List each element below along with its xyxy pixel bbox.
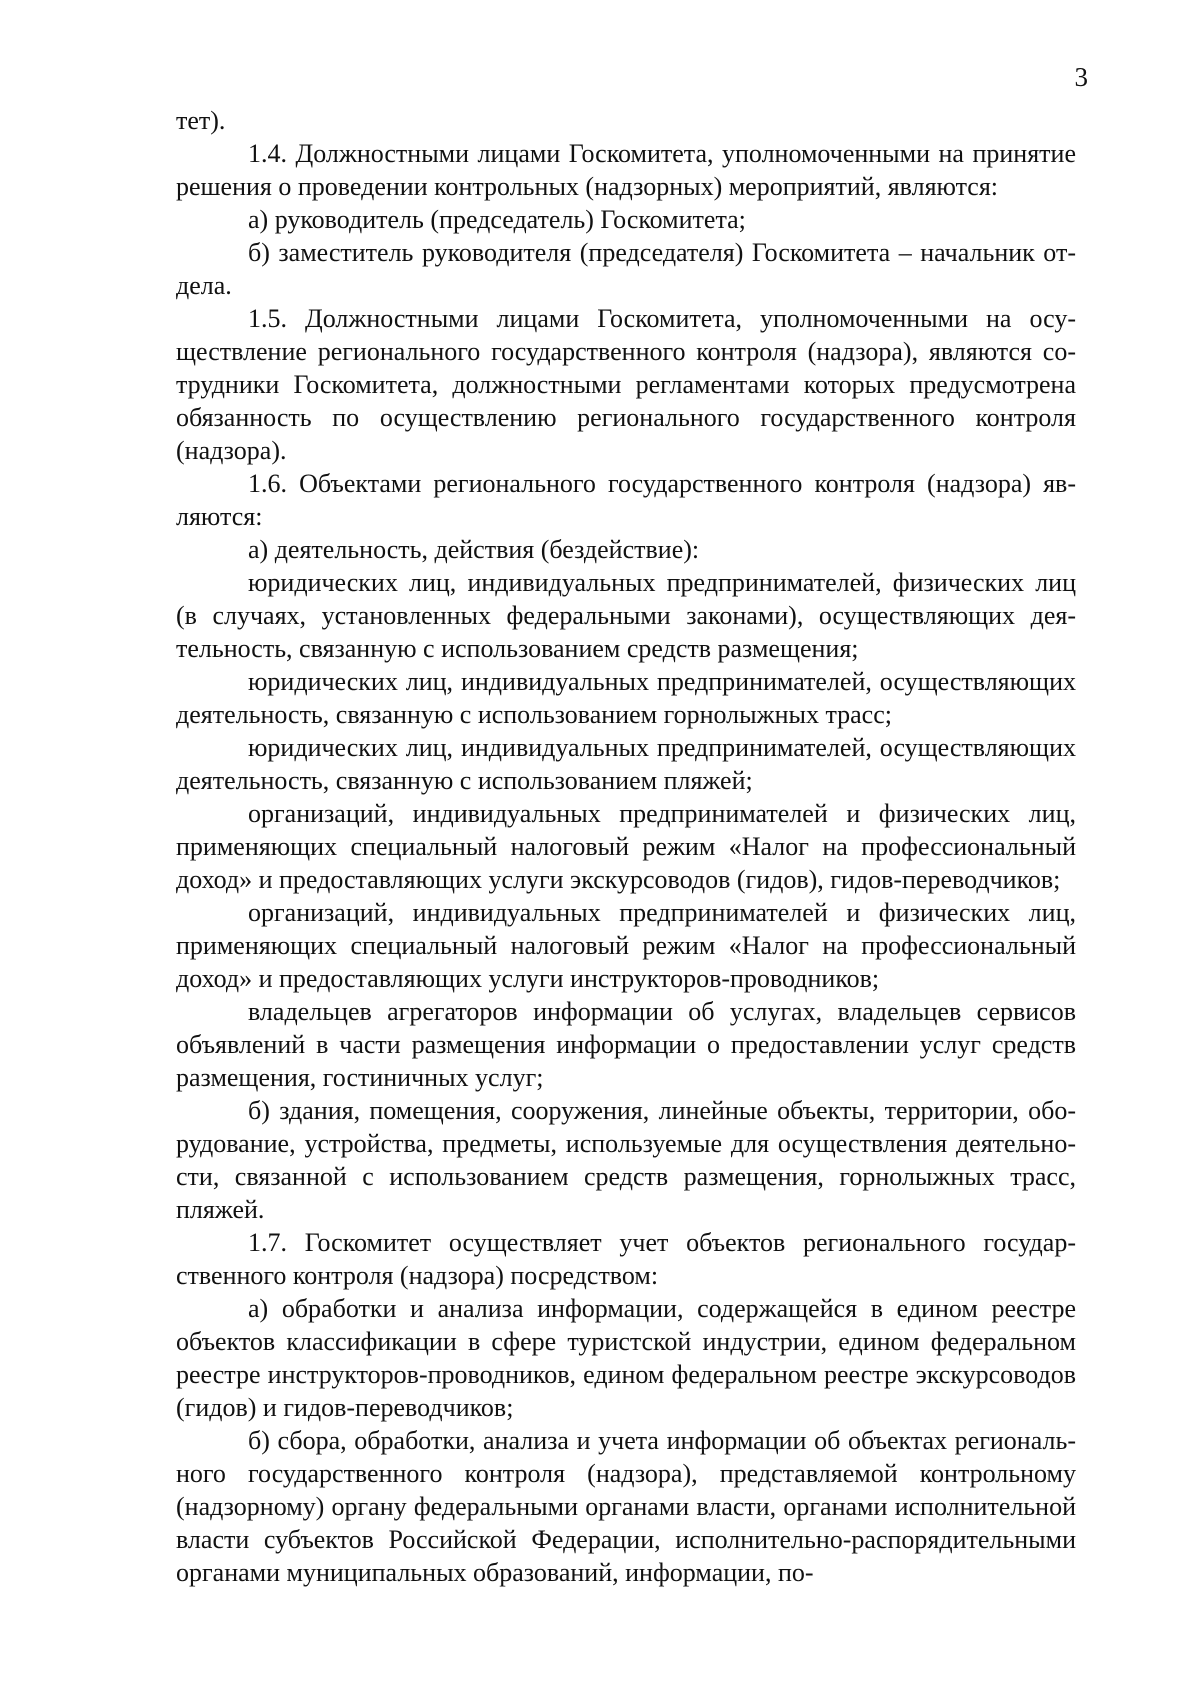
- paragraph: организаций, индивидуальных предпринимателей и физических лиц, применяющих специальный налоговый режим «Налог на профессиональный доход» и предоставляющих услуги инструкторов-проводников;: [176, 898, 1076, 993]
- paragraph: б) здания, помещения, сооружения, линейные объекты, территории, оборудование, устройства, предметы, используемые для осуществления деятельности, связанной с использованием средств размещения, горнолыжных трасс, пляжей.: [176, 1096, 1076, 1224]
- paragraph: б) сбора, обработки, анализа и учета информации об объектах регионального государственного контроля (надзора), представляемой контрольному (надзорному) органу федеральными органами власти, органами исполнительной власти субъектов Российской Федерации, исполнительно-распорядительными органами муниципальных образований, информации, по-: [176, 1426, 1076, 1587]
- paragraph: а) деятельность, действия (бездействие):: [248, 535, 700, 564]
- paragraph: 1.4. Должностными лицами Госкомитета, уполномоченными на принятие решения о проведении контрольных (надзорных) мероприятий, являются:: [176, 139, 1076, 201]
- document-body: [176, 104, 1076, 1589]
- page-number: 3: [1074, 62, 1088, 92]
- paragraph: владельцев агрегаторов информации об услугах, владельцев сервисов объявлений в части размещения информации о предоставлении услуг средств размещения, гостиничных услуг;: [176, 997, 1076, 1092]
- paragraph: 1.5. Должностными лицами Госкомитета, уполномоченными на осуществление регионального государственного контроля (надзора), являются сотрудники Госкомитета, должностными регламентами которых предусмотрена обязанность по осуществлению регионального государственного контроля (надзора).: [176, 304, 1076, 465]
- paragraph: юридических лиц, индивидуальных предпринимателей, осуществляющих деятельность, связанную с использованием горнолыжных трасс;: [176, 667, 1076, 729]
- paragraph: 1.7. Госкомитет осуществляет учет объектов регионального государственного контроля (надзора) посредством:: [176, 1228, 1076, 1290]
- paragraph: б) заместитель руководителя (председателя) Госкомитета – начальник отдела.: [176, 238, 1076, 300]
- paragraph: тет).: [176, 106, 226, 135]
- paragraph: 1.6. Объектами регионального государственного контроля (надзора) являются:: [176, 469, 1076, 531]
- paragraph: а) руководитель (председатель) Госкомитета;: [248, 205, 746, 234]
- paragraph: организаций, индивидуальных предпринимателей и физических лиц, применяющих специальный налоговый режим «Налог на профессиональный доход» и предоставляющих услуги экскурсоводов (гидов), гидов-переводчиков;: [176, 799, 1076, 894]
- paragraph: юридических лиц, индивидуальных предпринимателей, осуществляющих деятельность, связанную с использованием пляжей;: [176, 733, 1076, 795]
- paragraph: юридических лиц, индивидуальных предпринимателей, физических лиц (в случаях, установленных федеральными законами), осуществляющих деятельность, связанную с использованием средств размещения;: [176, 568, 1076, 663]
- paragraph: а) обработки и анализа информации, содержащейся в едином реестре объектов классификации в сфере туристской индустрии, едином федеральном реестре инструкторов-проводников, едином федеральном реестре экскурсоводов (гидов) и гидов-переводчиков;: [176, 1294, 1076, 1422]
